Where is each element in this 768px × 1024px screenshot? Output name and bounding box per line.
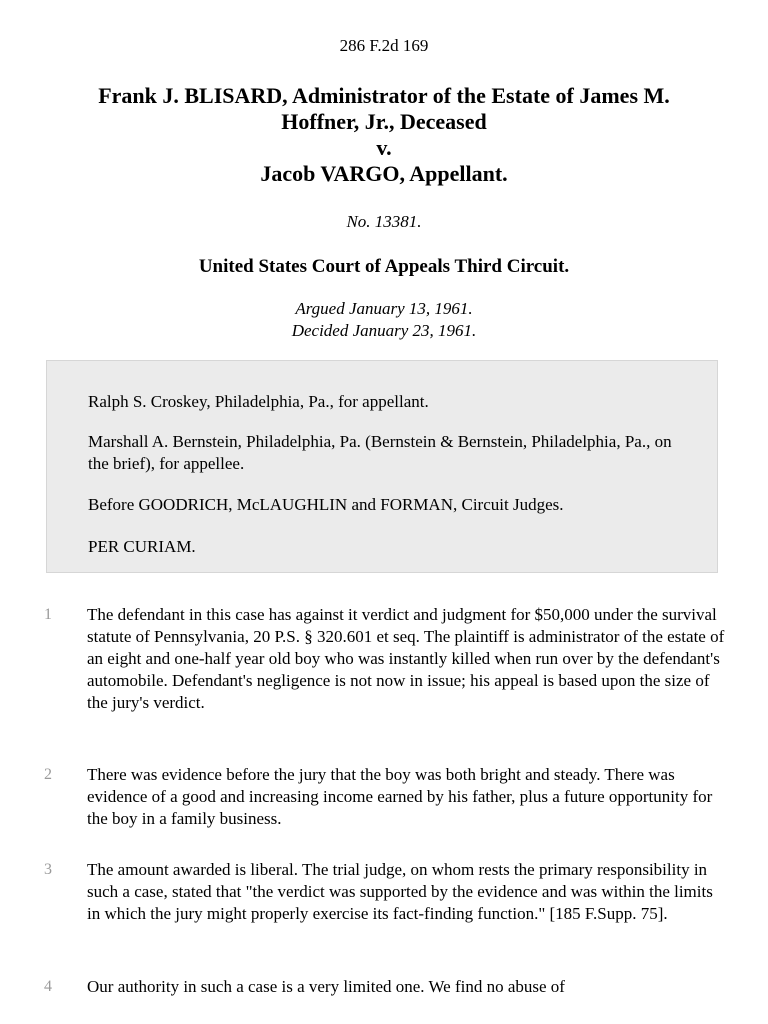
paragraph-text: The defendant in this case has against it verdict and judgment for $50,000 under the survival statute of Pennsylvania, 20 P.S. § 320.601 et seq. The plaintiff is administrator of the estate of an eight and one-half year old boy who was instantly killed when run over by the defendant's automobile. Defendant's negligence is not now in issue; his appeal is based upon the size of the jury's verdict. — [87, 605, 725, 712]
paragraph-number: 4 — [44, 978, 52, 995]
counsel-appellee: Marshall A. Bernstein, Philadelphia, Pa. (Bernstein & Bernstein, Philadelphia, Pa., on the brief), for appellee. — [88, 432, 672, 473]
caption-line-defendant: Jacob VARGO, Appellant. — [260, 161, 508, 186]
panel-judges: Before GOODRICH, McLAUGHLIN and FORMAN, Circuit Judges. — [88, 495, 564, 514]
decided-date: Decided January 23, 1961. — [291, 321, 477, 340]
counsel-appellant: Ralph S. Croskey, Philadelphia, Pa., for appellant. — [88, 392, 429, 411]
caption-line-plaintiff-cont: Hoffner, Jr., Deceased — [281, 109, 487, 134]
case-caption — [30, 83, 738, 187]
argued-date: Argued January 13, 1961. — [295, 299, 473, 318]
caption-versus: v. — [376, 135, 392, 160]
paragraph-number: 3 — [44, 861, 52, 878]
paragraph-text: The amount awarded is liberal. The trial judge, on whom rests the primary responsibility in such a case, stated that "the verdict was supported by the evidence and was within the limits in which the jury might properly exercise its fact-finding function." [185 F.Supp. 75]. — [87, 860, 713, 923]
counsel-panel — [46, 360, 718, 573]
decision-dates — [0, 298, 768, 342]
paragraph-text: Our authority in such a case is a very limited one. We find no abuse of — [87, 977, 565, 996]
caption-line-plaintiff: Frank J. BLISARD, Administrator of the Estate of James M. — [98, 83, 670, 108]
case-citation: 286 F.2d 169 — [339, 36, 429, 55]
opinion-author: PER CURIAM. — [88, 537, 196, 556]
paragraph-number: 2 — [44, 766, 52, 783]
paragraph-text: There was evidence before the jury that the boy was both bright and steady. There was evidence of a good and increasing income earned by his father, plus a future opportunity for the boy in a family business. — [87, 765, 713, 828]
paragraph-number: 1 — [44, 606, 52, 623]
docket-number: No. 13381. — [346, 212, 422, 231]
court-name: United States Court of Appeals Third Circuit. — [198, 256, 570, 277]
